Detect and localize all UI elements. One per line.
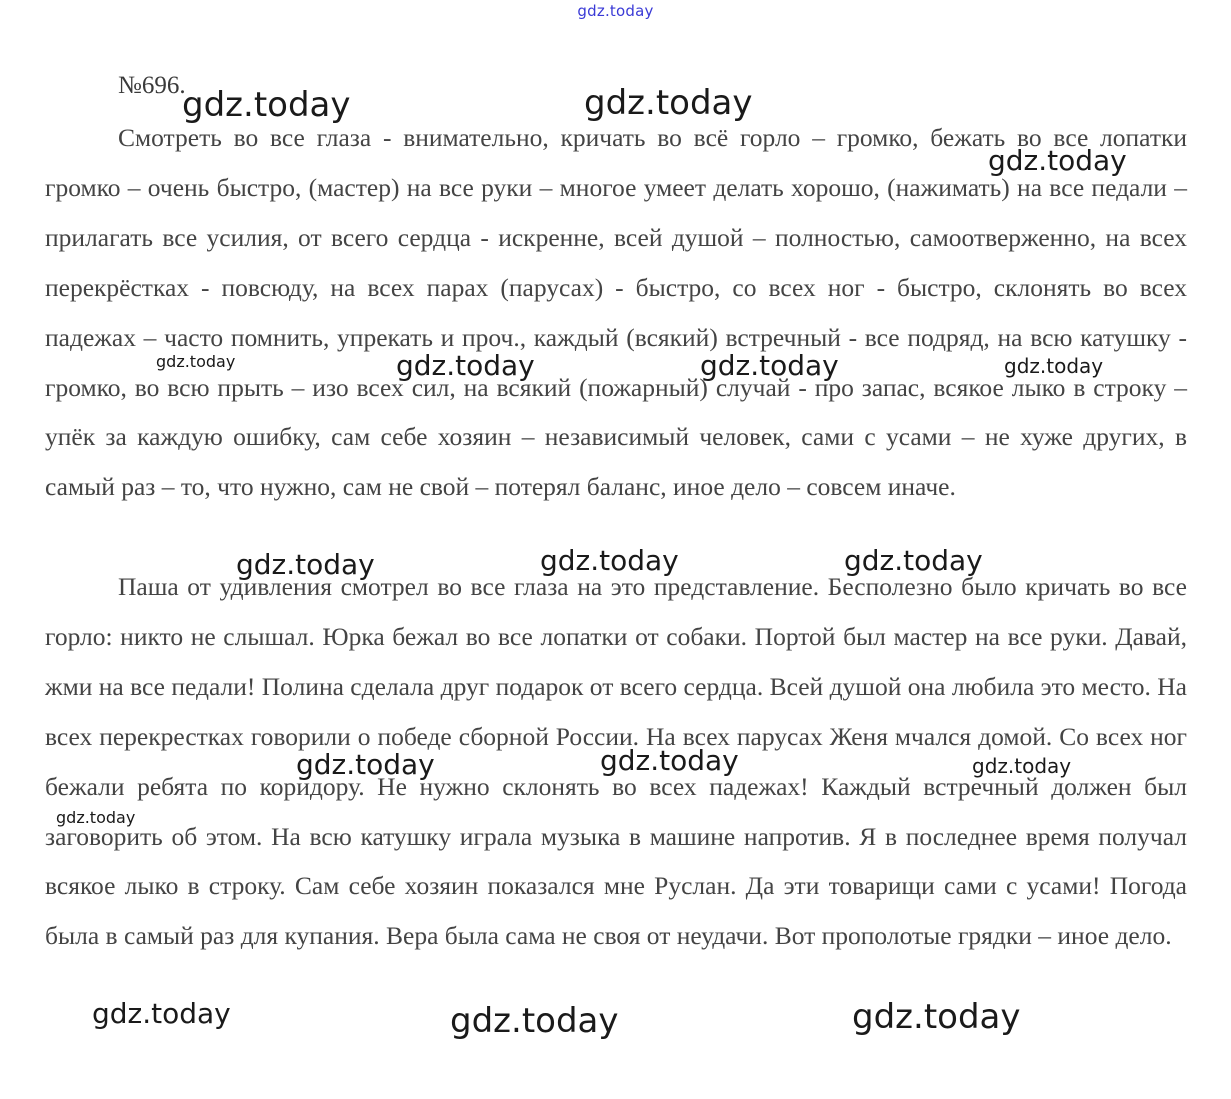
paragraph-definitions: Смотреть во все глаза - внимательно, кричать во всё горло – громко, бежать во все лопатки громко – очень быстро, (мастер) на все руки – многое умеет делать хорошо, (нажимать) на все педали – прилагать все усилия, от всего сердца - искренне, всей душой – полностью, самоотверженно, на всех перекрёстках - повсюду, на всех парах (парусах) - быстро, со всех ног - быстро, склонять во всех падежах – часто помнить, упрекать и проч., каждый (всякий) встречный - все подряд, на всю катушку - громко, во всю прыть – изо всех сил, на всякий (пожарный) случай - про запас, всякое лыко в строку – упёк за каждую ошибку, сам себе хозяин – независимый человек, сами с усами – не хуже других, в самый раз – то, что нужно, сам не свой – потерял баланс, иное дело – совсем иначе. — [45, 123, 1187, 502]
watermark-gdz-today: gdz.today — [56, 808, 136, 827]
watermark-gdz-today: gdz.today — [236, 548, 375, 581]
exercise-number: №696. — [118, 72, 186, 99]
watermark-gdz-today: gdz.today — [92, 997, 231, 1030]
watermark-gdz-today: gdz.today — [844, 544, 983, 577]
watermark-gdz-today: gdz.today — [972, 754, 1072, 778]
watermark-gdz-today: gdz.today — [540, 544, 679, 577]
watermark-gdz-today: gdz.today — [182, 85, 351, 125]
watermark-gdz-today: gdz.today — [156, 352, 236, 371]
watermark-gdz-today: gdz.today — [1004, 354, 1104, 378]
watermark-gdz-today: gdz.today — [852, 997, 1021, 1037]
watermark-gdz-today: gdz.today — [700, 349, 839, 382]
watermark-gdz-today: gdz.today — [584, 83, 753, 123]
watermark-gdz-today: gdz.today — [296, 748, 435, 781]
watermark-gdz-today: gdz.today — [600, 744, 739, 777]
site-link[interactable]: gdz.today — [577, 2, 654, 20]
watermark-gdz-today: gdz.today — [450, 1001, 619, 1041]
watermark-gdz-today: gdz.today — [396, 349, 535, 382]
paragraph-examples: Паша от удивления смотрел во все глаза на это представление. Бесполезно было кричать во все горло: никто не слышал. Юрка бежал во все лопатки от собаки. Портой был мастер на все руки. Давай, жми на все педали! Полина сделала друг подарок от всего сердца. Всей душой она любила это место. На всех перекрестках говорили о победе сборной России. На всех парусах Женя мчался домой. Со всех ног бежали ребята по коридору. Не нужно склонять во всех падежах! Каждый встречный должен был заговорить об этом. На всю катушку играла музыка в машине напротив. Я в последнее время получал всякое лыко в строку. Сам себе хозяин показался мне Руслан. Да эти товарищи сами с усами! Погода была в самый раз для купания. Вера была сама не своя от неудачи. Вот прополотые грядки – иное дело. — [45, 572, 1187, 951]
watermark-gdz-today: gdz.today — [988, 144, 1127, 177]
